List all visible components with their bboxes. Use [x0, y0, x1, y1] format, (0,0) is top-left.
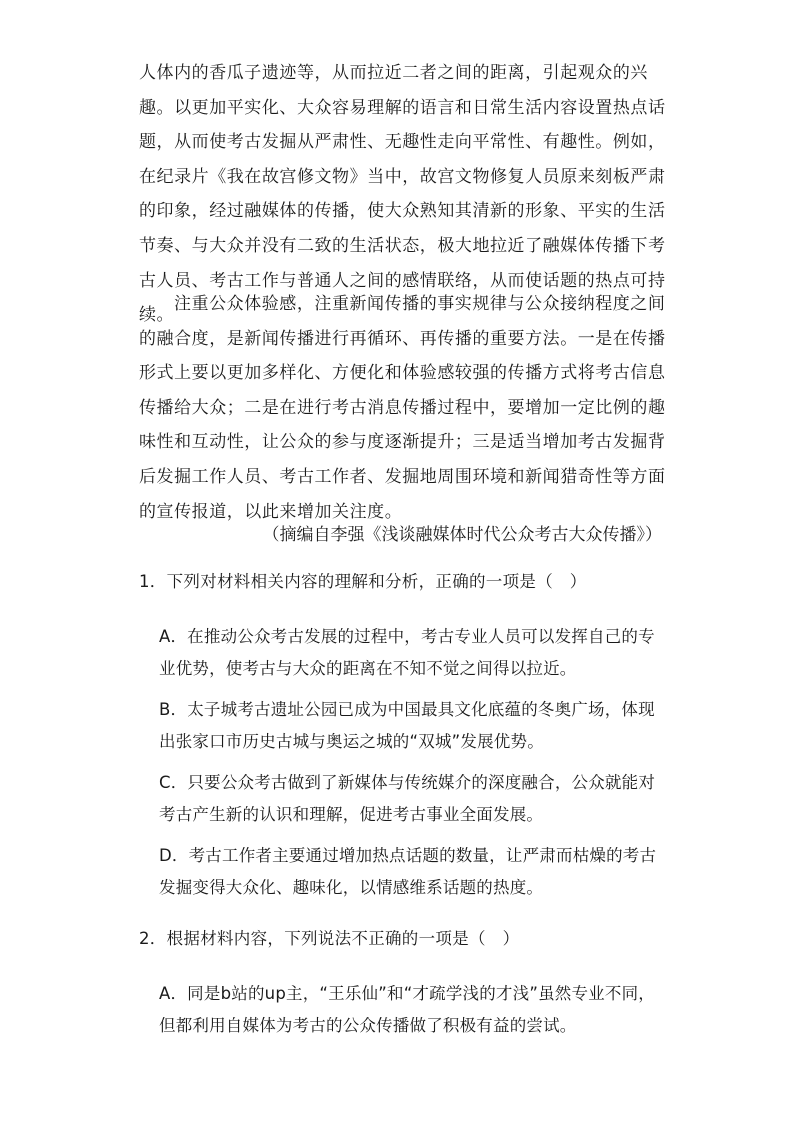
passage-paragraph: 注重公众体验感，注重新闻传播的事实规律与公众接纳程度之间的融合度，是新闻传播进行再循环、再传播的重要方法。一是在传播形式上要以更加多样化、方便化和体验感较强的传播方式将考古信息传播给大众；二是在进行考古消息传播过程中，要增加一定比例的趣味性和互动性，让公众的参与度逐渐提升；三是适当增加考古发掘背后发掘工作人员、考古工作者、发掘地周围环境和新闻猎奇性等方面的宣传报道，以此来增加关注度。 [139, 294, 666, 522]
option-list [139, 621, 669, 903]
question-stem: 2．根据材料内容，下列说法不正确的一项是（ ） [139, 929, 520, 948]
source-citation: （摘编自李强《浅谈融媒体时代公众考古大众传播》） [262, 525, 662, 545]
question-2 [139, 924, 669, 1041]
question-1 [139, 567, 669, 903]
option-a: A．同是b站的up主，“王乐仙”和“才疏学浅的才浅”虽然专业不同，但都利用自媒体为考古的公众传播做了积极有益的尝试。 [159, 984, 655, 1035]
question-stem: 1．下列对材料相关内容的理解和分析，正确的一项是（ ） [139, 572, 587, 591]
passage-paragraph: 人体内的香瓜子遗迹等，从而拉近二者之间的距离，引起观众的兴趣。以更加平实化、大众容易理解的语言和日常生活内容设置热点话题，从而使考古发掘从严肃性、无趣性走向平常性、有趣性。例如，在纪录片《我在故宫修文物》当中，故宫文物修复人员原来刻板严肃的印象，经过融媒体的传播，使大众熟知其清新的形象、平实的生活节奏、与大众并没有二致的生活状态，极大地拉近了融媒体传播下考古人员、考古工作与普通人之间的感情联络，从而使话题的热点可持续。 [139, 63, 666, 326]
option-list [139, 978, 669, 1041]
option-d: D．考古工作者主要通过增加热点话题的数量，让严肃而枯燥的考古发掘变得大众化、趣味化，以情感维系话题的热度。 [159, 846, 657, 897]
option-b: B．太子城考古遗址公园已成为中国最具文化底蕴的冬奥广场，体现出张家口市历史古城与奥运之城的“双城”发展优势。 [159, 700, 655, 751]
option-c: C．只要公众考古做到了新媒体与传统媒介的深度融合，公众就能对考古产生新的认识和理解，促进考古事业全面发展。 [159, 773, 656, 824]
option-a: A．在推动公众考古发展的过程中，考古专业人员可以发挥自己的专业优势，使考古与大众的距离在不知不觉之间得以拉近。 [159, 627, 655, 678]
